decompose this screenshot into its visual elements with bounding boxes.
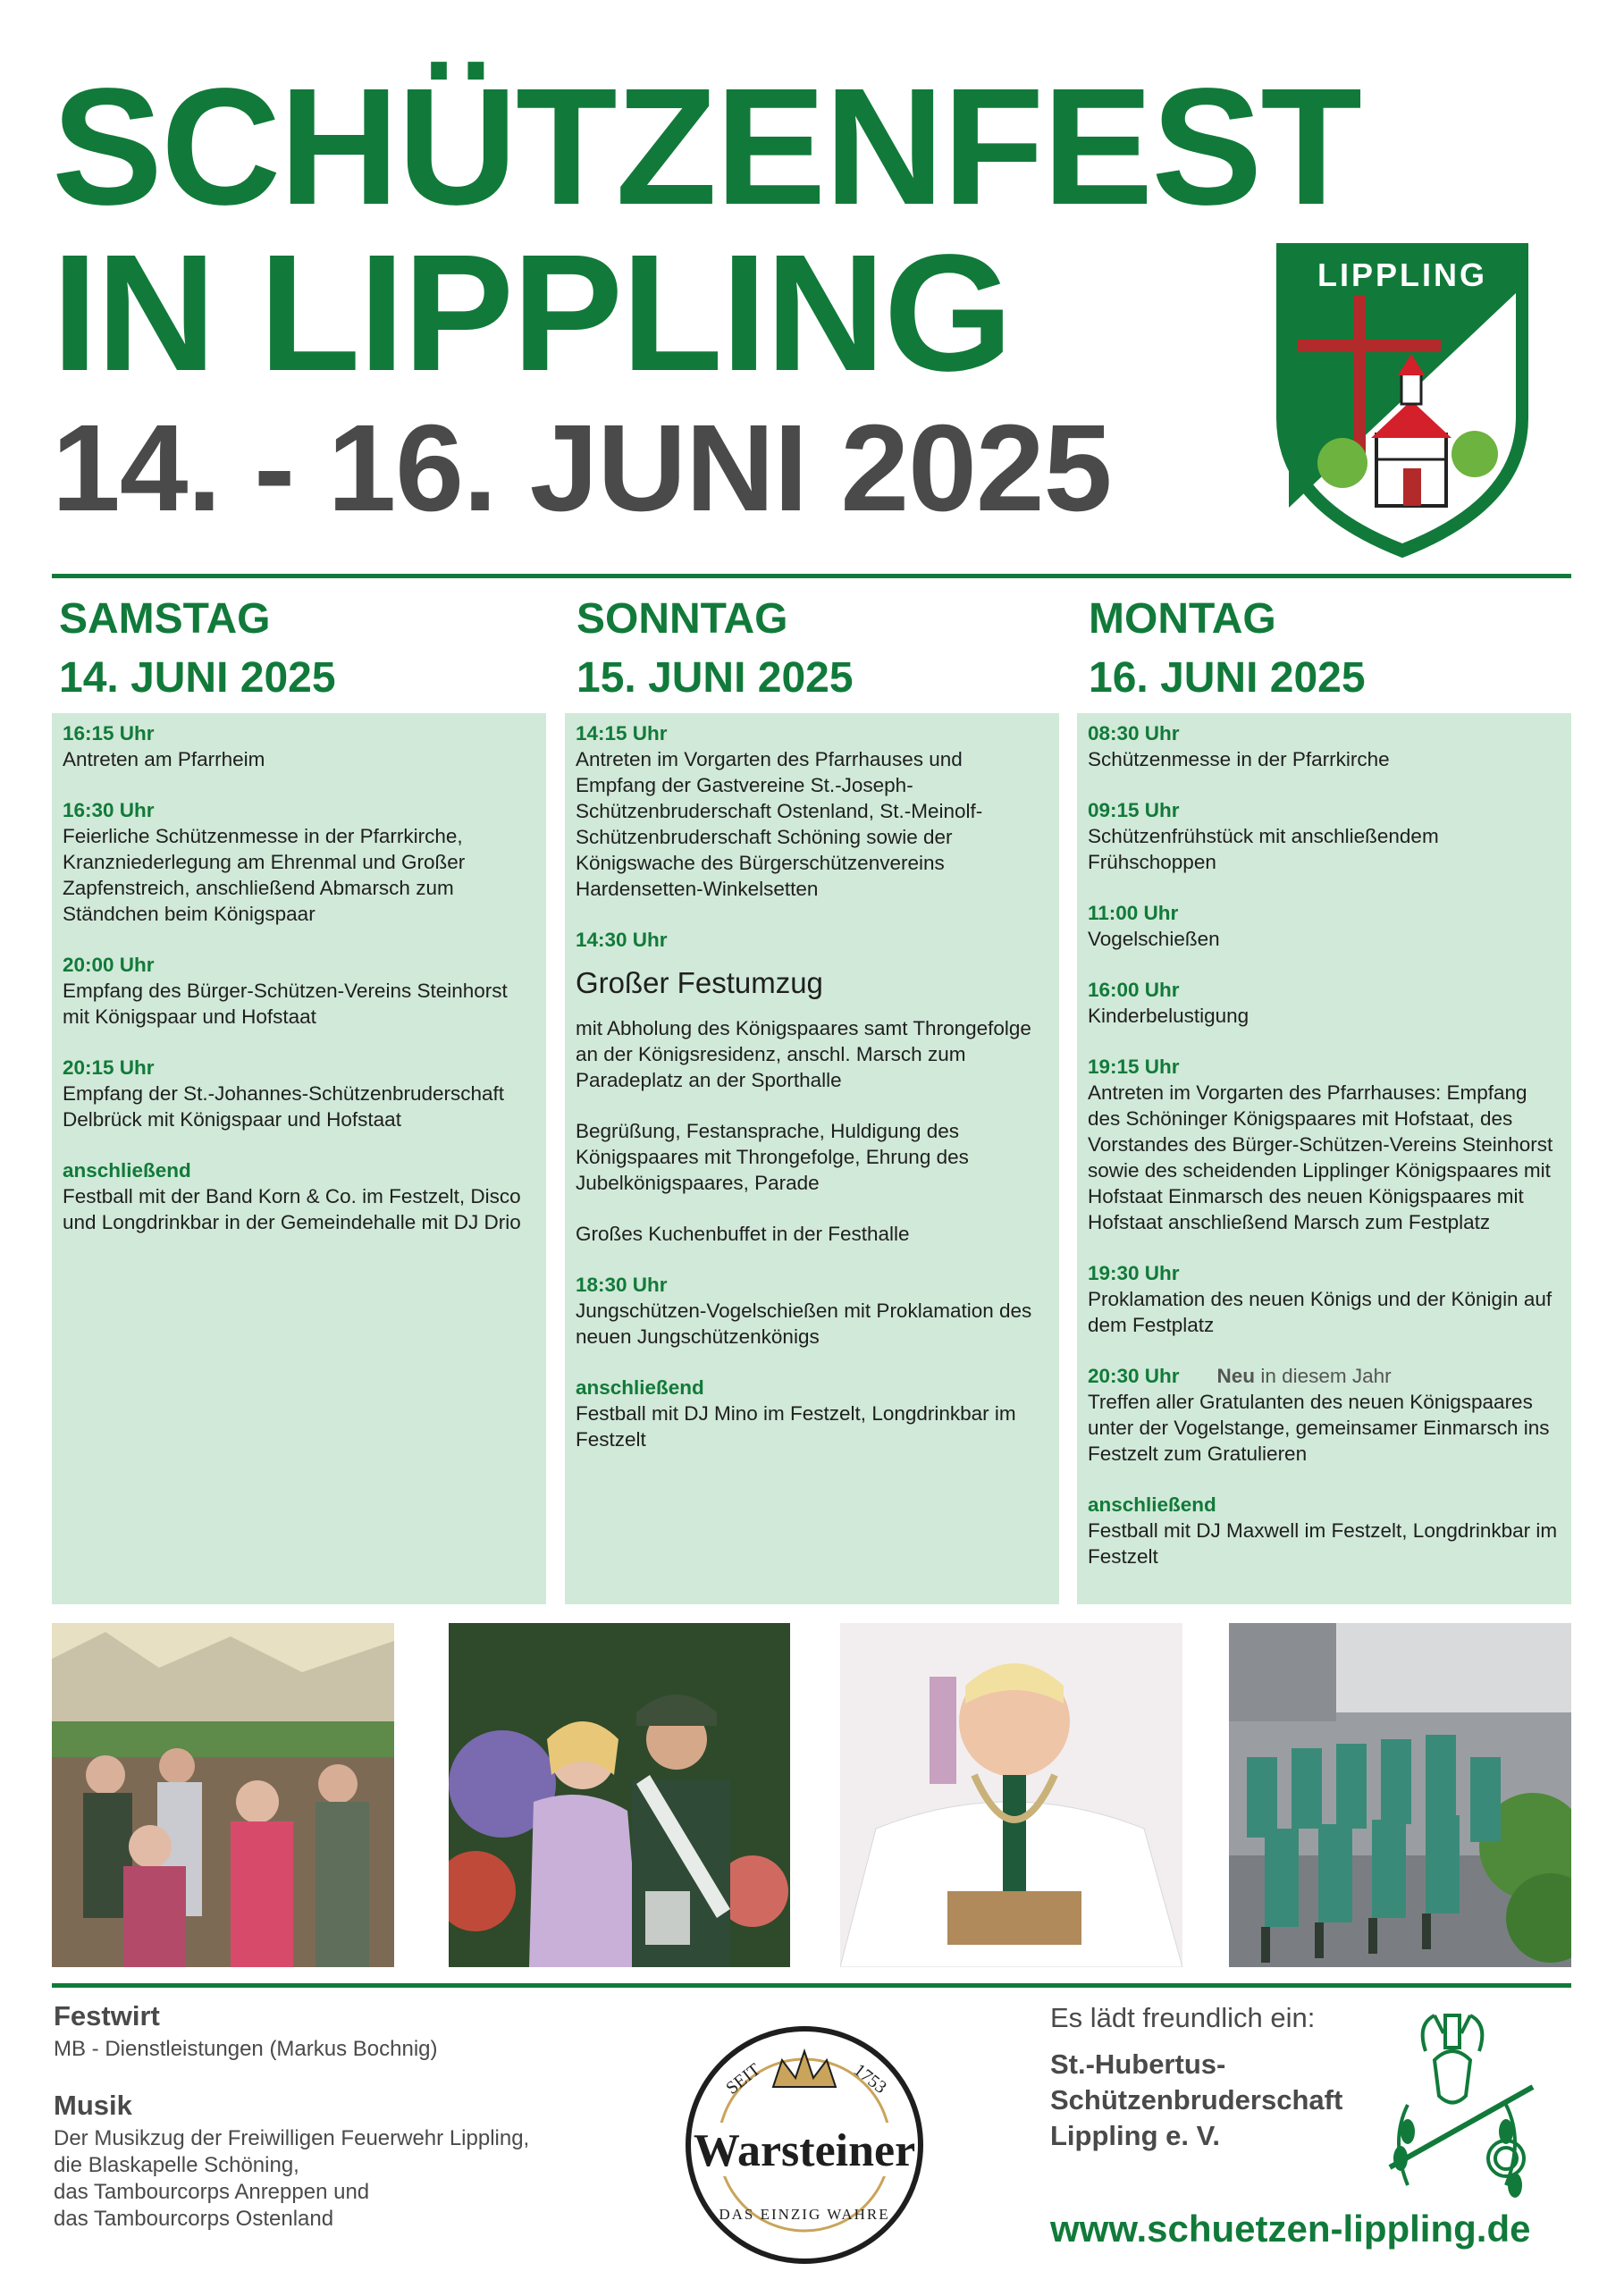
day-sunday-heading (576, 590, 1077, 708)
title-line-2: IN LIPPLING (52, 221, 1012, 406)
schedule-item (63, 952, 535, 1030)
event-time: anschließend (1088, 1493, 1216, 1516)
event-time: 19:15 Uhr (1088, 1056, 1180, 1078)
schedule-item (576, 1375, 1048, 1452)
photo-parade (1229, 1623, 1571, 1967)
musik-line: das Tambourcorps Ostenland (54, 2207, 334, 2231)
date-label: 14. JUNI 2025 (59, 654, 336, 702)
event-time (1088, 1363, 1561, 1389)
musik-line: die Blaskapelle Schöning, (54, 2153, 299, 2177)
st-hubertus-emblem (1372, 2006, 1542, 2212)
club-name-line: Schützenbruderschaft (1050, 2084, 1343, 2116)
schedule-item (1088, 1492, 1561, 1569)
sponsor-seit: SEIT (722, 2059, 765, 2099)
invite-text: Es lädt freundlich ein: (1050, 2002, 1316, 2033)
event-text: Jungschützen-Vogelschießen mit Proklamation des neuen Jungschützenkönigs (576, 1300, 1032, 1348)
schedule-item (1088, 720, 1561, 772)
schedule-saturday (52, 713, 546, 1604)
event-headline: Großer Festumzug (576, 966, 823, 999)
warsteiner-logo (684, 2024, 925, 2266)
event-text: Vogelschießen (1088, 928, 1220, 950)
event-time: 11:00 Uhr (1088, 902, 1179, 924)
weekday-label: MONTAG (1089, 595, 1276, 643)
event-text: Empfang des Bürger-Schützen-Vereins Steinhorst mit Königspaar und Hofstaat (63, 980, 508, 1028)
event-text: Schützenfrühstück mit anschließendem Frühschoppen (1088, 825, 1439, 873)
schedule-item (576, 720, 1048, 902)
event-text: Festball mit DJ Maxwell im Festzelt, Longdrinkbar im Festzelt (1088, 1519, 1558, 1568)
event-time: 18:30 Uhr (576, 1274, 668, 1296)
event-time: 20:00 Uhr (63, 954, 155, 976)
event-text: Begrüßung, Festansprache, Huldigung des Königspaares mit Throngefolge, Ehrung des Jubelkönigspaares, Parade (576, 1120, 969, 1194)
schedule-item (1088, 977, 1561, 1029)
lippling-crest-logo (1271, 240, 1534, 561)
event-text: Großes Kuchenbuffet in der Festhalle (576, 1223, 910, 1245)
schedule-monday (1077, 713, 1571, 1604)
event-time: anschließend (576, 1376, 704, 1399)
schedule-item (63, 1055, 535, 1132)
musik-line: das Tambourcorps Anreppen und (54, 2180, 370, 2204)
musik-list (54, 2125, 529, 2233)
event-text: Empfang der St.-Johannes-Schützenbruderschaft Delbrück mit Königspaar und Hofstaat (63, 1082, 505, 1131)
new-badge-note: in diesem Jahr (1260, 1365, 1392, 1387)
musik-label: Musik (54, 2090, 132, 2121)
event-text: mit Abholung des Königspaares samt Throngefolge an der Königsresidenz, anschl. Marsch zum Paradeplatz an der Sporthalle (576, 1017, 1031, 1091)
schedule-item (1088, 1054, 1561, 1235)
musik-line: Der Musikzug der Freiwilligen Feuerwehr Lippling, (54, 2126, 530, 2150)
event-time: 14:30 Uhr (576, 929, 668, 951)
event-time: 08:30 Uhr (1088, 722, 1180, 744)
event-text: Schützenmesse in der Pfarrkirche (1088, 748, 1390, 770)
schedule-item (1088, 900, 1561, 952)
website-link[interactable]: www.schuetzen-lippling.de (1050, 2208, 1531, 2250)
time-value: 20:30 Uhr (1088, 1365, 1180, 1387)
event-dates: 14. - 16. JUNI 2025 (52, 400, 1112, 537)
event-text: Kinderbelustigung (1088, 1005, 1250, 1027)
sponsor-slogan: DAS EINZIG WAHRE (719, 2206, 890, 2223)
club-name (1050, 2047, 1342, 2154)
title-line-1: SCHÜTZENFEST (52, 55, 1360, 240)
event-time: 14:15 Uhr (576, 722, 668, 744)
date-label: 16. JUNI 2025 (1089, 654, 1366, 702)
date-label: 15. JUNI 2025 (576, 654, 854, 702)
event-text: Antreten am Pfarrheim (63, 748, 265, 770)
day-saturday-heading (59, 590, 560, 708)
event-text: Treffen aller Gratulanten des neuen Königspaares unter der Vogelstange, gemeinsamer Einmarsch ins Festzelt zum Gratulieren (1088, 1391, 1550, 1465)
photo-royal-couple (449, 1623, 790, 1967)
event-text: Proklamation des neuen Königs und der Königin auf dem Festplatz (1088, 1288, 1552, 1336)
club-name-line: Lippling e. V. (1050, 2120, 1221, 2151)
weekday-label: SONNTAG (576, 595, 788, 643)
footer-divider (52, 1983, 1571, 1988)
event-time: 16:00 Uhr (1088, 979, 1180, 1001)
event-text: Feierliche Schützenmesse in der Pfarrkirche, Kranzniederlegung am Ehrenmal und Großer Zapfenstreich, anschließend Abmarsch zum Ständchen beim Königspaar (63, 825, 466, 925)
schedule-item (63, 797, 535, 927)
event-text: Festball mit DJ Mino im Festzelt, Longdrinkbar im Festzelt (576, 1402, 1016, 1451)
schedule-item (1088, 1260, 1561, 1338)
event-text: Festball mit der Band Korn & Co. im Festzelt, Disco und Longdrinkbar in der Gemeindehalle mit DJ Drio (63, 1185, 521, 1233)
event-time: 20:15 Uhr (63, 1056, 155, 1079)
event-time: anschließend (63, 1159, 191, 1182)
event-time: 16:30 Uhr (63, 799, 155, 821)
day-monday-heading (1089, 590, 1589, 708)
crest-label: LIPPLING (1317, 257, 1488, 293)
schedule-item (576, 1272, 1048, 1350)
sponsor-wordmark: Warsteiner (693, 2125, 916, 2176)
event-text: Antreten im Vorgarten des Pfarrhauses: Empfang des Schöninger Königspaares mit Hofstaat, des Vorstandes des Bürger-Schützen-Vereins Steinhorst sowie des scheidenden Lipplinger Königspaares mit Hofstaat Einmarsch des neuen Königspaares mit Hofstaat anschließend Marsch zum Festplatz (1088, 1081, 1553, 1233)
club-name-line: St.-Hubertus- (1050, 2048, 1226, 2080)
event-text: Antreten im Vorgarten des Pfarrhauses und Empfang der Gastvereine St.-Joseph-Schützenbruderschaft Ostenland, St.-Meinolf-Schützenbruderschaft Schöning sowie der Königswache des Bürgerschützenvereins Hardensetten-Winkelsetten (576, 748, 983, 900)
sponsor-year: 1753 (849, 2059, 890, 2098)
weekday-label: SAMSTAG (59, 595, 271, 643)
header-divider (52, 574, 1571, 578)
schedule-item (63, 1157, 535, 1235)
event-time: 16:15 Uhr (63, 722, 155, 744)
schedule-item (576, 927, 1048, 1247)
schedule-item (1088, 1363, 1561, 1467)
event-time: 09:15 Uhr (1088, 799, 1180, 821)
festwirt-label: Festwirt (54, 2000, 160, 2031)
photo-young-king (840, 1623, 1182, 1967)
schedule-item (1088, 797, 1561, 875)
schedule-sunday (565, 713, 1059, 1604)
new-badge: Neu (1216, 1365, 1256, 1387)
photo-festhall-dancing (52, 1623, 394, 1967)
event-time: 19:30 Uhr (1088, 1262, 1180, 1284)
schedule-item (63, 720, 535, 772)
festwirt-text: MB - Dienstleistungen (Markus Bochnig) (54, 2037, 438, 2061)
